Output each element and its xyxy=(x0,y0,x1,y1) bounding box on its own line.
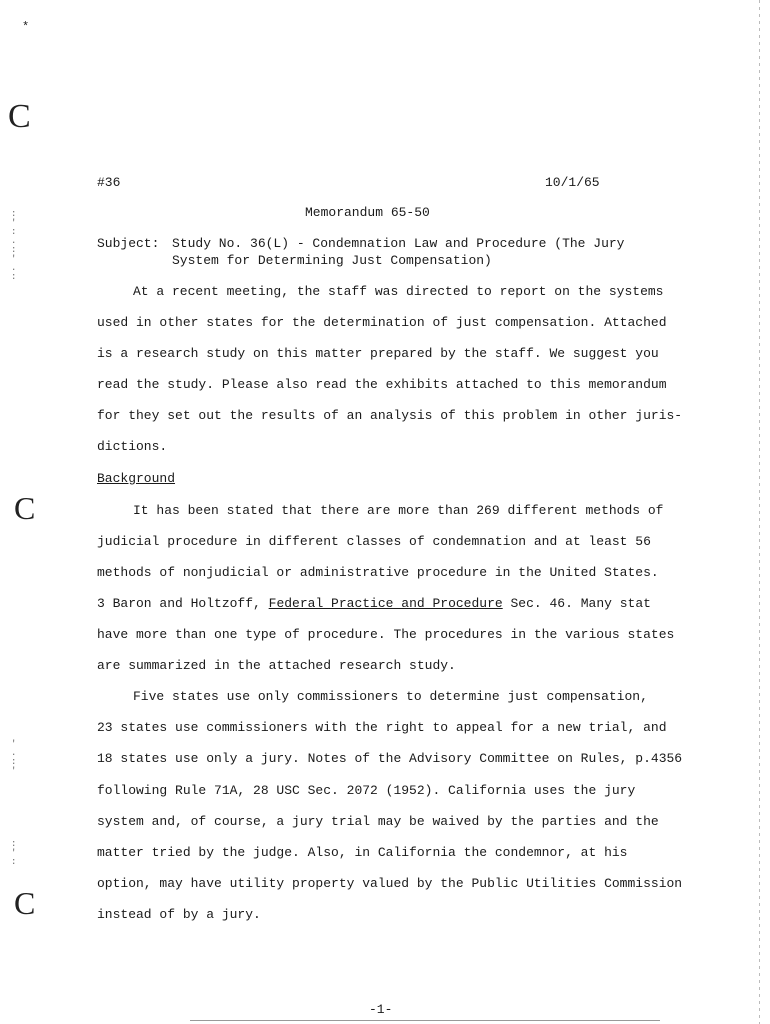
page-number: -1- xyxy=(369,1002,393,1017)
paragraph-line: read the study. Please also read the exhibits attached to this memorandum xyxy=(97,377,667,392)
paragraph-line: At a recent meeting, the staff was directed to report on the systems xyxy=(133,284,664,299)
scan-dots: ' . : ' xyxy=(11,739,17,776)
memo-date: 10/1/65 xyxy=(545,175,600,190)
citation-line xyxy=(97,596,651,611)
bottom-rule xyxy=(190,1020,660,1021)
paragraph-line: following Rule 71A, 28 USC Sec. 2072 (1952). California uses the jury xyxy=(97,783,636,798)
paragraph-line: system and, of course, a jury trial may be waived by the parties and the xyxy=(97,814,659,829)
citation-prefix: 3 Baron and Holtzoff, xyxy=(97,596,261,611)
punch-hole-bottom: C xyxy=(14,885,36,921)
paragraph-line: option, may have utility property valued by the Public Utilities Commission xyxy=(97,876,683,891)
subject-label: Subject: xyxy=(97,236,160,251)
paragraph-line: for they set out the results of an analysis of this problem in other juris- xyxy=(97,408,683,423)
scan-dots: : ' : . : ' . : xyxy=(11,209,17,282)
paragraph-line: dictions. xyxy=(97,439,168,454)
scan-speck: * xyxy=(22,20,30,34)
paragraph-line: It has been stated that there are more than 269 different methods of xyxy=(133,503,664,518)
paragraph-line: methods of nonjudicial or administrative procedure in the United States. xyxy=(97,565,659,580)
paragraph-line: matter tried by the judge. Also, in California the condemnor, at his xyxy=(97,845,628,860)
paragraph-line: instead of by a jury. xyxy=(97,907,261,922)
citation-suffix: Sec. 46. Many stat xyxy=(510,596,651,611)
paragraph-line: is a research study on this matter prepared by the staff. We suggest you xyxy=(97,346,659,361)
scan-dots: : ' : xyxy=(11,839,17,867)
paragraph-line: are summarized in the attached research study. xyxy=(97,658,456,673)
paragraph-line: 18 states use only a jury. Notes of the Advisory Committee on Rules, p.4356 xyxy=(97,751,683,766)
punch-hole-top: C xyxy=(8,98,31,135)
punch-hole-middle: C xyxy=(14,490,36,526)
paragraph-line: have more than one type of procedure. The procedures in the various states xyxy=(97,627,675,642)
paragraph-line: used in other states for the determination of just compensation. Attached xyxy=(97,315,667,330)
paragraph-line: judicial procedure in different classes of condemnation and at least 56 xyxy=(97,534,651,549)
subject-line-1: Study No. 36(L) - Condemnation Law and Procedure (The Jury xyxy=(172,236,625,251)
doc-number: #36 xyxy=(97,175,121,190)
memo-title: Memorandum 65-50 xyxy=(305,205,430,220)
paragraph-line: 23 states use commissioners with the right to appeal for a new trial, and xyxy=(97,720,667,735)
subject-line-2: System for Determining Just Compensation) xyxy=(172,253,492,268)
section-heading: Background xyxy=(97,471,176,486)
scan-edge xyxy=(759,0,760,1024)
paragraph-line: Five states use only commissioners to determine just compensation, xyxy=(133,689,648,704)
citation-title: Federal Practice and Procedure xyxy=(268,596,503,611)
